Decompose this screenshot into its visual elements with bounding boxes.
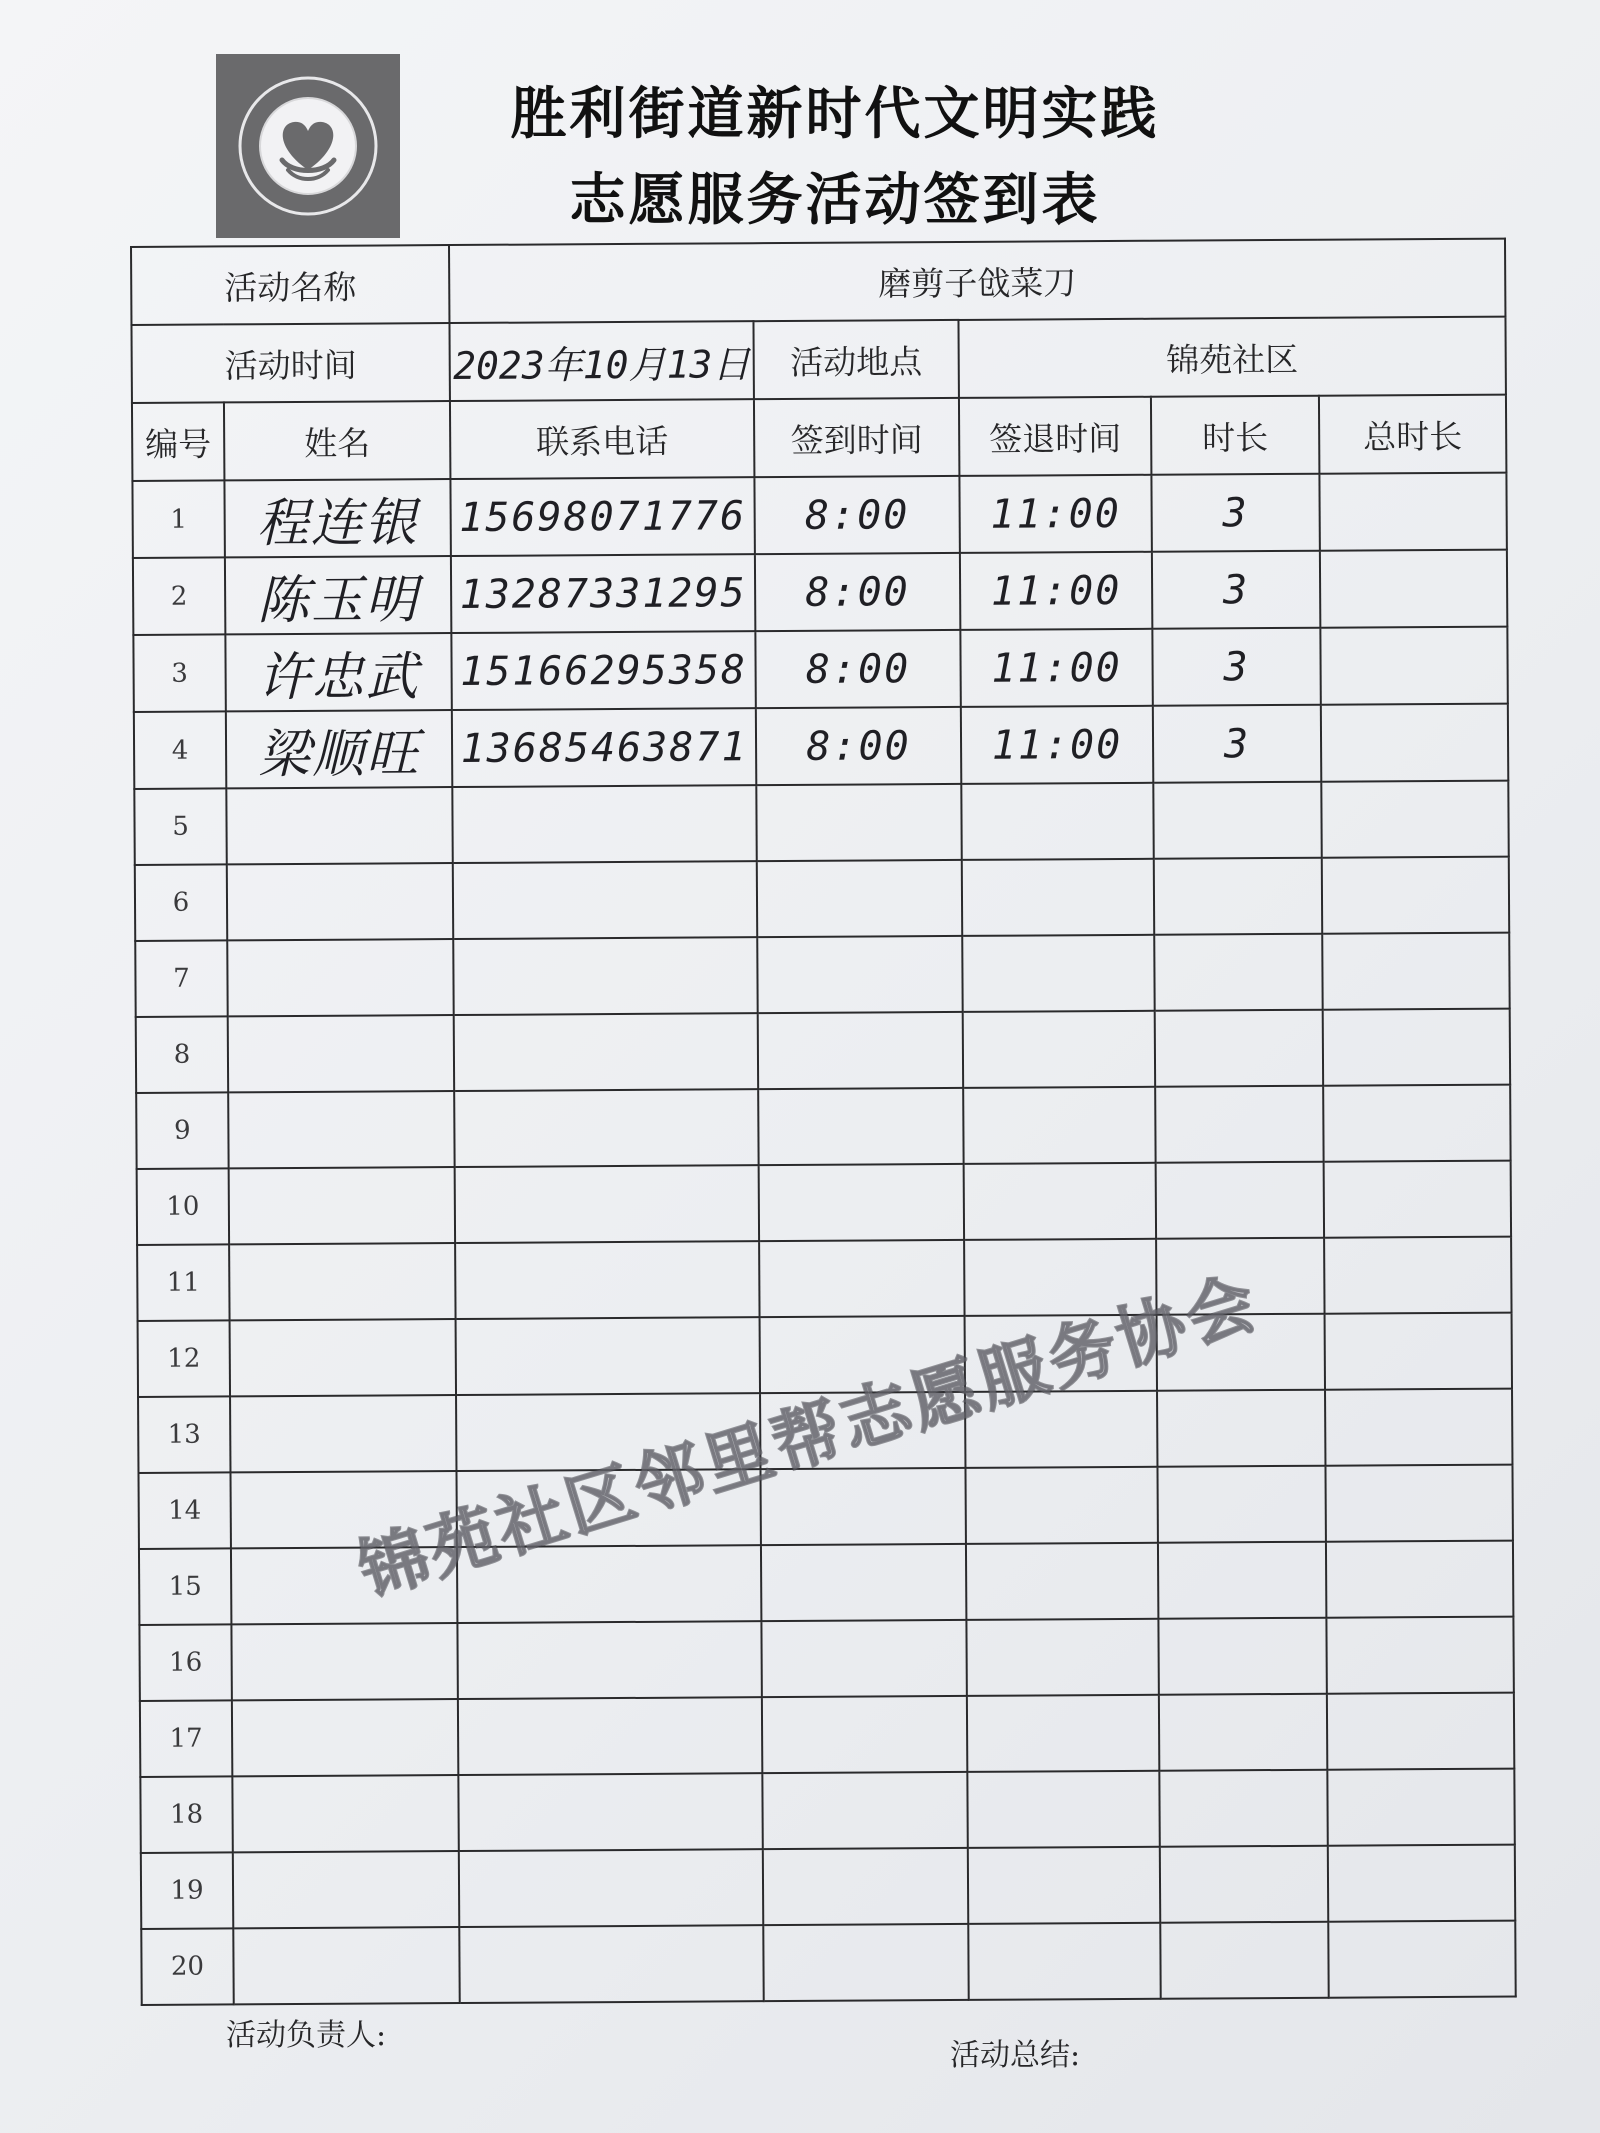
activity-name-label: 活动名称 — [131, 245, 449, 325]
sign-out-time — [968, 1847, 1160, 1924]
volunteer-phone — [453, 937, 757, 1015]
volunteer-name — [230, 1395, 456, 1472]
volunteer-name — [227, 939, 453, 1016]
column-header-row — [132, 395, 1506, 481]
col-header-sign-out: 签退时间 — [959, 397, 1151, 476]
volunteer-name: 程连银 — [224, 479, 450, 557]
volunteer-phone — [457, 1621, 761, 1699]
col-header-sign-in: 签到时间 — [754, 398, 959, 477]
hours-cell: 3 — [1152, 551, 1320, 629]
volunteer-name: 陈玉明 — [225, 556, 451, 634]
sign-in-time: 8:00 — [755, 630, 960, 708]
col-header-name: 姓名 — [224, 401, 450, 480]
hours-cell — [1160, 1846, 1328, 1923]
sign-in-time — [761, 1544, 966, 1621]
total-hours-cell — [1322, 933, 1509, 1010]
hours-cell — [1154, 858, 1322, 935]
volunteer-name — [228, 1091, 454, 1168]
sign-in-time — [757, 860, 962, 937]
table-row — [135, 857, 1509, 941]
row-number: 7 — [135, 940, 227, 1017]
hours-cell — [1159, 1694, 1327, 1771]
volunteer-phone — [456, 1317, 760, 1395]
col-header-total: 总时长 — [1319, 395, 1506, 474]
sign-out-time: 11:00 — [959, 475, 1151, 553]
total-hours-cell — [1328, 1921, 1515, 1998]
sign-in-time — [762, 1772, 967, 1849]
sign-out-time — [966, 1543, 1158, 1620]
table-row — [136, 1009, 1510, 1093]
row-number: 13 — [138, 1396, 230, 1473]
sign-out-time — [967, 1771, 1159, 1848]
total-hours-cell — [1320, 550, 1507, 628]
hours-cell — [1156, 1162, 1324, 1239]
total-hours-cell — [1327, 1693, 1514, 1770]
table-row — [137, 1237, 1511, 1321]
sign-in-time — [757, 936, 962, 1013]
volunteer-phone: 13287331295 — [451, 554, 755, 633]
total-hours-cell — [1319, 473, 1506, 551]
sign-in-table — [130, 238, 1517, 2006]
volunteer-name: 许忠武 — [225, 633, 451, 711]
volunteer-name — [229, 1167, 455, 1244]
footer-leader-label: 活动负责人: — [226, 2018, 387, 2053]
total-hours-cell — [1321, 781, 1508, 858]
hours-cell — [1159, 1770, 1327, 1847]
total-hours-cell — [1325, 1313, 1512, 1390]
hours-cell — [1157, 1466, 1325, 1543]
sign-in-time — [761, 1620, 966, 1697]
activity-time-row — [131, 317, 1505, 403]
sign-in-time — [763, 1924, 968, 2001]
row-number: 1 — [132, 480, 224, 558]
activity-location-value: 锦苑社区 — [958, 317, 1505, 398]
activity-time-value: 2023年10月13日 — [449, 321, 753, 401]
table-row — [134, 704, 1508, 789]
total-hours-cell — [1328, 1845, 1515, 1922]
volunteer-phone — [452, 785, 756, 863]
row-number: 16 — [139, 1624, 231, 1701]
sign-in-rows — [132, 473, 1515, 2005]
total-hours-cell — [1325, 1465, 1512, 1542]
sign-in-time: 8:00 — [755, 553, 960, 631]
total-hours-cell — [1324, 1161, 1511, 1238]
volunteer-phone: 15166295358 — [451, 631, 755, 710]
row-number: 10 — [137, 1168, 229, 1245]
activity-name-value: 磨剪子戗菜刀 — [449, 239, 1505, 323]
logo-emblem — [216, 54, 400, 238]
total-hours-cell — [1320, 627, 1507, 705]
table-row — [141, 1845, 1515, 1929]
total-hours-cell — [1325, 1389, 1512, 1466]
volunteer-name — [233, 1851, 459, 1928]
title-line-2: 志愿服务活动签到表 — [569, 168, 1101, 233]
hours-cell — [1158, 1542, 1326, 1619]
volunteer-phone — [454, 1013, 758, 1091]
volunteer-phone: 13685463871 — [452, 708, 756, 787]
row-number: 19 — [141, 1852, 233, 1929]
hours-cell — [1158, 1618, 1326, 1695]
activity-time-label: 活动时间 — [131, 323, 449, 403]
volunteer-name — [233, 1927, 459, 2004]
table-row — [134, 781, 1508, 865]
sign-out-time — [965, 1467, 1157, 1544]
sign-in-time: 8:00 — [754, 476, 959, 554]
hours-cell — [1155, 1086, 1323, 1163]
table-row — [139, 1617, 1513, 1701]
volunteer-name — [226, 787, 452, 864]
row-number: 4 — [134, 711, 226, 789]
sign-out-time — [967, 1695, 1159, 1772]
table-row — [133, 627, 1507, 712]
table-row — [139, 1541, 1513, 1625]
volunteer-name — [231, 1623, 457, 1700]
volunteer-phone — [458, 1697, 762, 1775]
total-hours-cell — [1326, 1617, 1513, 1694]
footer-summary-label: 活动总结: — [950, 2038, 1081, 2073]
row-number: 9 — [136, 1092, 228, 1169]
volunteer-phone — [455, 1165, 759, 1243]
sign-in-time — [758, 1088, 963, 1165]
table-row — [136, 1085, 1510, 1169]
volunteer-name — [232, 1775, 458, 1852]
volunteer-phone: 15698071776 — [450, 477, 754, 556]
total-hours-cell — [1327, 1769, 1514, 1846]
volunteer-name — [229, 1243, 455, 1320]
title-line-1: 胜利街道新时代文明实践 — [510, 82, 1160, 147]
table-row — [133, 550, 1507, 635]
volunteer-phone — [453, 861, 757, 939]
sign-in-time — [756, 784, 961, 861]
table-row — [140, 1693, 1514, 1777]
hours-cell: 3 — [1153, 705, 1321, 783]
total-hours-cell — [1322, 857, 1509, 934]
sign-in-time — [759, 1164, 964, 1241]
total-hours-cell — [1323, 1009, 1510, 1086]
association-stamp-watermark: 锦苑社区邻里帮志愿服务协会 — [350, 1262, 1269, 1613]
sign-in-time — [758, 1012, 963, 1089]
total-hours-cell — [1326, 1541, 1513, 1618]
sign-out-time — [966, 1619, 1158, 1696]
sign-out-time — [963, 1087, 1155, 1164]
sign-out-time — [961, 783, 1153, 860]
col-header-number: 编号 — [132, 402, 224, 481]
hours-cell — [1155, 1010, 1323, 1087]
row-number: 11 — [137, 1244, 229, 1321]
sign-in-time: 8:00 — [756, 707, 961, 785]
sign-out-time — [968, 1923, 1160, 2000]
total-hours-cell — [1324, 1237, 1511, 1314]
volunteer-phone — [454, 1089, 758, 1167]
volunteer-name: 梁顺旺 — [226, 710, 452, 788]
hours-cell: 3 — [1152, 628, 1320, 706]
row-number: 17 — [140, 1700, 232, 1777]
table-row — [135, 933, 1509, 1017]
heart-hands-emblem-icon — [216, 54, 400, 238]
row-number: 12 — [138, 1320, 230, 1397]
sign-out-time — [962, 935, 1154, 1012]
table-row — [138, 1465, 1512, 1549]
volunteer-name — [230, 1319, 456, 1396]
activity-name-row — [131, 239, 1505, 325]
table-row — [137, 1161, 1511, 1245]
sign-out-time: 11:00 — [961, 706, 1153, 784]
row-number: 6 — [135, 864, 227, 941]
volunteer-phone — [455, 1241, 759, 1319]
row-number: 5 — [134, 788, 226, 865]
volunteer-name — [227, 863, 453, 940]
activity-location-label: 活动地点 — [753, 320, 958, 399]
row-number: 14 — [138, 1472, 230, 1549]
total-hours-cell — [1323, 1085, 1510, 1162]
volunteer-name — [228, 1015, 454, 1092]
row-number: 8 — [136, 1016, 228, 1093]
sheet-title — [400, 72, 1270, 244]
sign-in-time — [763, 1848, 968, 1925]
col-header-phone: 联系电话 — [450, 399, 754, 479]
sign-out-time: 11:00 — [960, 629, 1152, 707]
total-hours-cell — [1321, 704, 1508, 782]
sign-out-time: 11:00 — [960, 552, 1152, 630]
hours-cell — [1157, 1390, 1325, 1467]
hours-cell — [1154, 934, 1322, 1011]
row-number: 3 — [133, 634, 225, 712]
sign-out-time — [964, 1163, 1156, 1240]
volunteer-phone — [459, 1849, 763, 1927]
volunteer-phone — [459, 1925, 763, 2003]
volunteer-name — [232, 1699, 458, 1776]
table-row — [132, 473, 1506, 558]
row-number: 18 — [140, 1776, 232, 1853]
sign-out-time — [962, 859, 1154, 936]
col-header-hours: 时长 — [1151, 396, 1319, 475]
row-number: 20 — [141, 1928, 233, 2005]
table-row — [141, 1921, 1515, 2005]
hours-cell — [1153, 782, 1321, 859]
row-number: 2 — [133, 557, 225, 635]
row-number: 15 — [139, 1548, 231, 1625]
table-row — [140, 1769, 1514, 1853]
volunteer-phone — [458, 1773, 762, 1851]
sign-in-time — [762, 1696, 967, 1773]
sign-out-time — [963, 1011, 1155, 1088]
hours-cell: 3 — [1151, 474, 1319, 552]
hours-cell — [1160, 1922, 1328, 1999]
sign-in-time — [759, 1240, 964, 1317]
